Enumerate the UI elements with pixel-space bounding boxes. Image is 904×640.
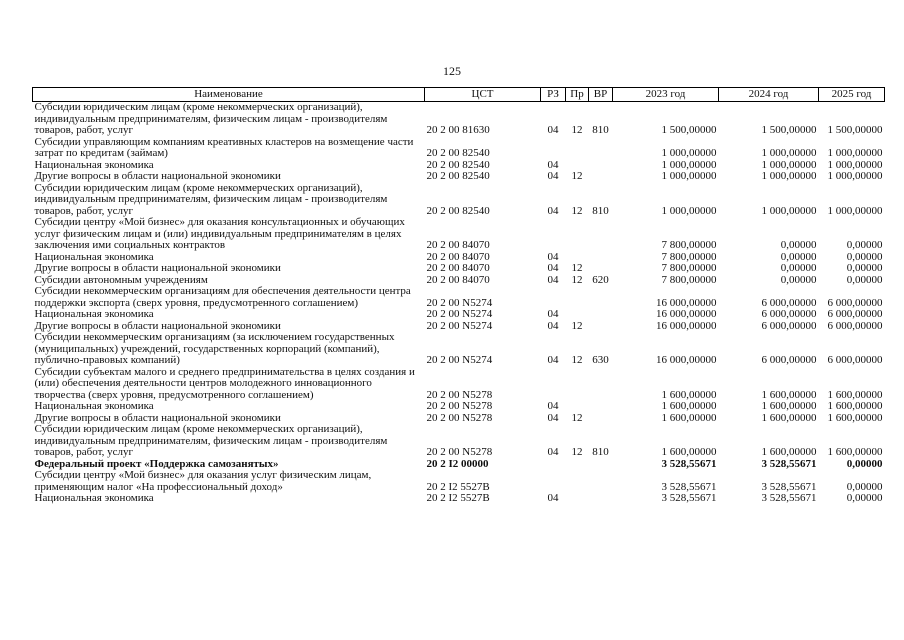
cell-2023: 3 528,55671: [661, 492, 717, 504]
table-row: [33, 332, 885, 367]
cell-pr: 12: [571, 170, 583, 182]
cell-cst: 20 2 00 82540: [426, 204, 490, 217]
cell-2025: 1 600,00000: [827, 446, 883, 458]
cell-2023: 16 000,00000: [656, 354, 717, 366]
cell-2023: 7 800,00000: [661, 239, 717, 251]
header-rz: РЗ: [541, 88, 566, 102]
cell-pr: [566, 286, 589, 309]
table-row: [33, 470, 885, 493]
cell-name: Национальная экономика: [34, 158, 154, 171]
cell-cst: 20 2 00 84070: [426, 262, 490, 274]
cell-name: Субсидии субъектам малого и среднего предпринимательства в целях создания и (или) обеспечения деятельности центров молодежного инновационного творчества (сверх уровня, предусмотренного соглашением): [34, 365, 415, 401]
cell-2023: 16 000,00000: [656, 308, 717, 320]
table-row: [33, 286, 885, 309]
cell-name: Субсидии центру «Мой бизнес» для оказания консультационных и обучающих услуг физическим лицам и (или) индивидуальным предпринимателям в целях заключения ими социальных контрактов: [34, 216, 405, 251]
cell-rz: [541, 137, 566, 160]
cell-cst: 20 2 I2 00000: [426, 457, 489, 470]
cell-name: Субсидии некоммерческим организациям (за исключением государственных (муниципальных) учреждений, государственных корпораций (компаний), публично-правовых компаний): [34, 331, 395, 366]
cell-2025: 0,00000: [846, 457, 883, 470]
cell-vr: [589, 137, 613, 160]
header-name: Наименование: [33, 88, 425, 102]
table-row: [33, 493, 885, 505]
cell-vr: [589, 401, 613, 413]
cell-2025: 6 000,00000: [827, 308, 883, 320]
cell-vr: [589, 321, 613, 333]
cell-2023: 7 800,00000: [661, 273, 717, 286]
cell-rz: 04: [547, 273, 559, 286]
cell-vr: 810: [592, 124, 609, 136]
cell-rz: 04: [547, 400, 559, 412]
cell-vr: 630: [592, 354, 609, 366]
cell-cst: 20 2 I2 5527B: [426, 480, 490, 493]
cell-2024: 1 000,00000: [761, 158, 817, 171]
cell-cst: 20 2 00 N5274: [426, 354, 493, 366]
cell-2025: 1 000,00000: [827, 158, 883, 171]
cell-2023: 1 600,00000: [661, 388, 717, 401]
cell-2024: 6 000,00000: [761, 319, 817, 332]
cell-2023: 1 000,00000: [661, 170, 717, 182]
cell-cst: 20 2 00 82540: [426, 170, 490, 182]
cell-vr: 810: [592, 446, 609, 458]
cell-name: Федеральный проект «Поддержка самозанятых»: [34, 457, 279, 470]
cell-2024: 1 000,00000: [761, 147, 817, 159]
cell-2025: 0,00000: [846, 492, 883, 504]
cell-rz: 04: [547, 446, 559, 458]
cell-cst: 20 2 00 N5274: [426, 296, 493, 309]
cell-2025: 1 600,00000: [827, 400, 883, 412]
cell-pr: 12: [571, 204, 583, 217]
cell-2025: 6 000,00000: [827, 319, 883, 332]
cell-2025: 1 500,00000: [827, 124, 883, 136]
cell-2025: 1 600,00000: [827, 388, 883, 401]
cell-pr: 12: [571, 273, 583, 286]
table-row: [33, 171, 885, 183]
cell-rz: 04: [547, 319, 559, 332]
cell-pr: [566, 493, 589, 505]
cell-name: Субсидии юридическим лицам (кроме некоммерческих организаций), индивидуальным предпринимателям, физическим лицам - производителям товаров, работ, услуг: [34, 423, 388, 458]
cell-cst: 20 2 00 N5274: [426, 308, 493, 320]
cell-pr: 12: [571, 262, 583, 274]
table-row: [33, 367, 885, 402]
table-header: [33, 88, 885, 102]
cell-rz: 04: [547, 250, 559, 263]
cell-pr: 12: [571, 319, 583, 332]
cell-2024: 6 000,00000: [761, 296, 817, 309]
cell-cst: 20 2 00 81630: [426, 124, 490, 136]
cell-pr: [566, 401, 589, 413]
budget-table: [32, 87, 885, 505]
cell-pr: [566, 309, 589, 321]
cell-2025: 0,00000: [846, 250, 883, 263]
cell-rz: [541, 470, 566, 493]
cell-2025: 1 000,00000: [827, 204, 883, 217]
cell-name: Другие вопросы в области национальной экономики: [34, 411, 281, 424]
cell-cst: 20 2 I2 5527B: [426, 492, 490, 504]
cell-cst: 20 2 00 84070: [426, 273, 490, 286]
cell-name: Субсидии управляющим компаниям креативных кластеров на возмещение части затрат по кредитам (займам): [34, 135, 414, 159]
cell-vr: [589, 263, 613, 275]
table-row: [33, 424, 885, 459]
cell-2023: 1 600,00000: [661, 446, 717, 458]
cell-vr: [589, 217, 613, 252]
header-row: [33, 88, 885, 102]
cell-2023: 7 800,00000: [661, 250, 717, 263]
cell-cst: 20 2 00 N5278: [426, 400, 493, 412]
cell-name: Субсидии автономным учреждениям: [34, 273, 208, 286]
cell-2024: 3 528,55671: [761, 480, 817, 493]
cell-rz: [541, 367, 566, 402]
cell-pr: [566, 217, 589, 252]
cell-2023: 1 000,00000: [661, 158, 717, 171]
header-cst: ЦСТ: [425, 88, 541, 102]
table-body: [33, 102, 885, 505]
cell-rz: 04: [547, 492, 559, 504]
cell-vr: [589, 160, 613, 172]
cell-pr: 12: [571, 411, 583, 424]
header-2024: 2024 год: [719, 88, 819, 102]
cell-vr: [589, 459, 613, 471]
cell-vr: 620: [592, 273, 609, 286]
cell-vr: [589, 252, 613, 264]
table-row: [33, 183, 885, 218]
cell-vr: [589, 367, 613, 402]
cell-pr: 12: [571, 446, 583, 458]
table-row: [33, 263, 885, 275]
cell-name: Субсидии некоммерческим организациям для обеспечения деятельности центра поддержки экспорта (сверх уровня, предусмотренного соглашением): [34, 285, 411, 309]
page-number: 125: [443, 64, 461, 78]
cell-2025: 0,00000: [846, 273, 883, 286]
cell-name: Национальная экономика: [34, 308, 154, 320]
cell-2024: 1 600,00000: [761, 446, 817, 458]
cell-2024: 6 000,00000: [761, 354, 817, 366]
cell-name: Национальная экономика: [34, 400, 154, 412]
cell-vr: [589, 171, 613, 183]
cell-pr: [566, 459, 589, 471]
cell-2023: 1 000,00000: [661, 147, 717, 159]
cell-2023: 3 528,55671: [661, 480, 717, 493]
cell-cst: 20 2 00 N5274: [426, 319, 493, 332]
cell-pr: [566, 470, 589, 493]
cell-2025: 1 000,00000: [827, 147, 883, 159]
header-2023: 2023 год: [613, 88, 719, 102]
cell-rz: 04: [547, 158, 559, 171]
cell-cst: 20 2 00 N5278: [426, 446, 493, 458]
cell-pr: 12: [571, 124, 583, 136]
cell-2024: 3 528,55671: [761, 492, 817, 504]
cell-2024: 0,00000: [780, 239, 817, 251]
cell-name: Другие вопросы в области национальной экономики: [34, 262, 281, 274]
cell-2023: 1 000,00000: [661, 204, 717, 217]
cell-2025: 0,00000: [846, 262, 883, 274]
table-row: [33, 137, 885, 160]
cell-2023: 7 800,00000: [661, 262, 717, 274]
cell-2023: 16 000,00000: [656, 319, 717, 332]
cell-vr: [589, 493, 613, 505]
cell-cst: 20 2 00 82540: [426, 158, 490, 171]
cell-2023: 1 600,00000: [661, 411, 717, 424]
cell-2025: 1 600,00000: [827, 411, 883, 424]
cell-cst: 20 2 00 84070: [426, 239, 490, 251]
cell-2024: 1 500,00000: [761, 124, 817, 136]
cell-2023: 1 500,00000: [661, 124, 717, 136]
cell-name: Субсидии юридическим лицам (кроме некоммерческих организаций), индивидуальным предпринимателям, физическим лицам - производителям товаров, работ, услуг: [34, 181, 388, 217]
cell-rz: 04: [547, 204, 559, 217]
cell-2024: 6 000,00000: [761, 308, 817, 320]
cell-2024: 0,00000: [780, 273, 817, 286]
cell-2023: 1 600,00000: [661, 400, 717, 412]
cell-rz: 04: [547, 308, 559, 320]
cell-rz: 04: [547, 170, 559, 182]
cell-name: Другие вопросы в области национальной экономики: [34, 319, 281, 332]
cell-name: Национальная экономика: [34, 250, 154, 263]
cell-2024: 0,00000: [780, 250, 817, 263]
cell-2025: 0,00000: [846, 480, 883, 493]
cell-name: Субсидии центру «Мой бизнес» для оказания услуг физическим лицам, применяющим налог «На профессиональный доход»: [34, 469, 372, 493]
cell-vr: 810: [592, 204, 609, 217]
cell-2024: 3 528,55671: [761, 457, 817, 470]
table-row: [33, 102, 885, 137]
table-row: [33, 217, 885, 252]
cell-cst: 20 2 00 84070: [426, 250, 490, 263]
cell-name: Другие вопросы в области национальной экономики: [34, 170, 281, 182]
cell-vr: [589, 286, 613, 309]
cell-rz: 04: [547, 411, 559, 424]
cell-2025: 6 000,00000: [827, 354, 883, 366]
cell-2023: 3 528,55671: [661, 457, 717, 470]
header-vr: ВР: [589, 88, 613, 102]
cell-pr: [566, 137, 589, 160]
cell-cst: 20 2 00 N5278: [426, 388, 493, 401]
cell-cst: 20 2 00 N5278: [426, 411, 493, 424]
cell-rz: 04: [547, 124, 559, 136]
cell-2024: 1 000,00000: [761, 170, 817, 182]
cell-vr: [589, 413, 613, 425]
cell-rz: 04: [547, 262, 559, 274]
cell-vr: [589, 309, 613, 321]
table-row: [33, 309, 885, 321]
table-row: [33, 401, 885, 413]
cell-2024: 1 600,00000: [761, 411, 817, 424]
cell-pr: [566, 367, 589, 402]
cell-name: Национальная экономика: [34, 492, 154, 504]
cell-2024: 0,00000: [780, 262, 817, 274]
cell-2024: 1 600,00000: [761, 388, 817, 401]
cell-2023: 16 000,00000: [656, 296, 717, 309]
cell-cst: 20 2 00 82540: [426, 147, 490, 159]
cell-pr: 12: [571, 354, 583, 366]
cell-rz: [541, 286, 566, 309]
cell-2025: 0,00000: [846, 239, 883, 251]
cell-2025: 6 000,00000: [827, 296, 883, 309]
header-2025: 2025 год: [819, 88, 885, 102]
cell-rz: [541, 459, 566, 471]
header-pr: Пр: [566, 88, 589, 102]
cell-rz: 04: [547, 354, 559, 366]
cell-rz: [541, 217, 566, 252]
cell-2024: 1 000,00000: [761, 204, 817, 217]
cell-name: Субсидии юридическим лицам (кроме некоммерческих организаций), индивидуальным предпринимателям, физическим лицам - производителям товаров, работ, услуг: [34, 101, 388, 136]
cell-2025: 1 000,00000: [827, 170, 883, 182]
cell-2024: 1 600,00000: [761, 400, 817, 412]
cell-vr: [589, 470, 613, 493]
